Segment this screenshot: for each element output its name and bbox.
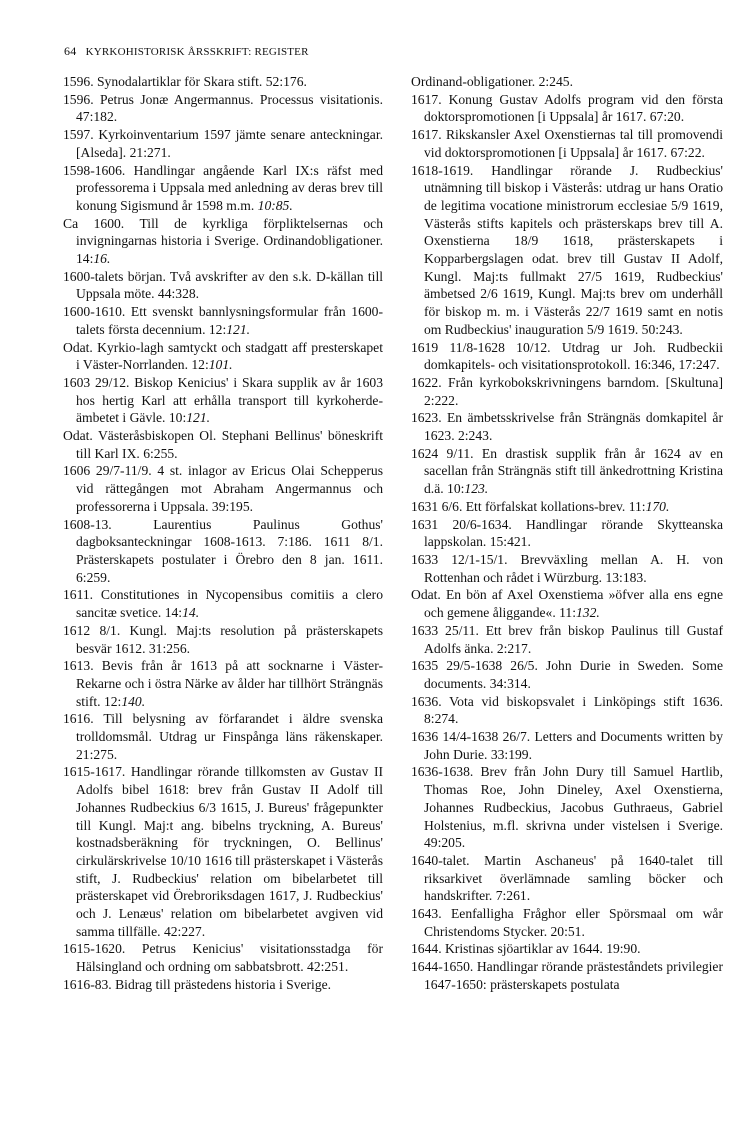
index-entry [411, 622, 723, 657]
entry-text: 1624 9/11. En drastisk supplik från år 1624 av en sacellan från Strängnäs stift till änkedrottning Kristina d.ä. 10: [411, 445, 723, 497]
entry-reference-italic: 121. [186, 410, 211, 426]
entry-text: 1611. Constitutiones in Nycopensibus comitiis a clero sancitæ svetice. 14: [63, 587, 383, 621]
index-entry [63, 763, 383, 940]
entry-text: 1636 14/4-1638 26/7. Letters and Documents written by John Durie. 33:199. [411, 729, 723, 762]
index-entry [63, 303, 383, 338]
entry-reference-italic: 10:85. [257, 197, 293, 213]
index-entry [411, 958, 723, 993]
entry-text: Odat. Kyrkio-lagh samtyckt och stadgatt aff presterskapet i Väster-Norrlanden. 12: [63, 339, 383, 373]
index-entry [63, 268, 383, 303]
entry-text: 1597. Kyrkoinventarium 1597 jämte senare anteckningar. [Alseda]. 21:271. [63, 127, 383, 160]
index-entry [411, 91, 723, 126]
entry-text: 1598-1606. Handlingar angående Karl IX:s räfst med professorema i Uppsala med anledning av deras brev till konung Sigismund år 1598 m.m. [63, 162, 383, 213]
index-entry [411, 516, 723, 551]
index-entry [411, 126, 723, 161]
entry-text: 1631 6/6. Ett förfalskat kollations-brev. 11: [411, 498, 646, 514]
index-entry [411, 498, 723, 516]
entry-text: 1616-83. Bidrag till prästedens historia i Sverige. [63, 976, 332, 992]
entry-reference-italic: 121. [226, 321, 251, 337]
entry-text: 1596. Synodalartiklar för Skara stift. 52:176. [63, 74, 307, 89]
index-entry [63, 622, 383, 657]
index-entry [411, 728, 723, 763]
entry-text: 1631 20/6-1634. Handlingar rörande Skytteanska lappskolan. 15:421. [411, 516, 723, 550]
index-entry [63, 462, 383, 515]
entry-reference-italic: 140. [121, 693, 146, 709]
entry-text: Odat. Västeråsbiskopen Ol. Stephani Bellinus' böneskrift till Karl IX. 6:255. [63, 428, 383, 461]
index-entry [63, 427, 383, 462]
entry-text: 1596. Petrus Jonæ Angermannus. Processus visitationis. 47:182. [63, 91, 383, 125]
index-entry [63, 73, 383, 91]
entry-text: 1617. Rikskansler Axel Oxenstiernas tal till promovendi vid doktorspromotionen [i Uppsala] år 1617. 67:22. [411, 127, 723, 160]
index-entry [411, 905, 723, 940]
entry-reference-italic: 132. [576, 605, 600, 621]
entry-reference-italic: 170. [645, 498, 670, 514]
entry-text: Odat. En bön af Axel Oxenstiema »öfver alla ens egne och gemene åliggande«. 11: [411, 587, 723, 621]
entry-text: 1616. Till belysning av förfarandet i äldre svenska trolldomsmål. Utdrag ur Finspånga läns räkenskaper. 21:275. [63, 711, 383, 762]
index-entry [411, 162, 723, 339]
entry-text: 1633 12/1-15/1. Brevväxling mellan A. H. von Rottenhan och rådet i Würzburg. 13:183. [411, 551, 723, 585]
entry-text: 1636-1638. Brev från John Dury till Samuel Hartlib, Thomas Roe, John Dineley, Axel Oxenstierna, Johannes Rudbeckius, Jacobus Guthraeus, Gabriel Holstenius, m.fl. skrivna under vistelsen i Sverige. 49:205. [411, 764, 723, 851]
index-entry [411, 852, 723, 905]
entry-reference-italic: 16. [93, 251, 111, 267]
entry-text: 1600-talets början. Två avskrifter av den s.k. D-källan till Uppsala möte. 44:328. [63, 268, 383, 302]
entry-text: 1615-1617. Handlingar rörande tillkomsten av Gustav II Adolfs bibel 1618: brev från Gustav II Adolf till Johannes Rudbeckius 6/3 1615, J. Bureus' frågepunkter till Kungl. Maj:t ang. bibelns tryckning, A. Bureus' kostnadsberäkning för tryckningen, O. Bellinus' cirkulärskrivelse 10/10 1616 till prästerskapet i Västerås stift, J. Rudbeckius' relation om bibelarbetet till prästerskapet vid Örebroriksdagen 1617, J. Rudbeckius' och J. Lenæus' relation om bibelarbetet avgiven vid samma tillfälle. 42:227. [63, 764, 383, 939]
header-title: KYRKOHISTORISK ÅRSSKRIFT: REGISTER [85, 46, 309, 58]
entry-reference-italic: 123. [464, 481, 489, 497]
entry-text: 1633 25/11. Ett brev från biskop Paulinus till Gustaf Adolfs änka. 2:217. [411, 622, 723, 656]
index-entry [411, 374, 723, 409]
entry-text: 1615-1620. Petrus Kenicius' visitationsstadga för Hälsingland och ordning om sabbatsbrott. 42:251. [63, 941, 383, 975]
entry-text: 1617. Konung Gustav Adolfs program vid den första doktorspromotionen [i Uppsala] år 1617. 67:20. [411, 91, 723, 125]
entry-text: 1608-13. Laurentius Paulinus Gothus' dagboksanteckningar 1608-1613. 7:186. 1611 8/1. Prästerskapets postulater i Örebro den 8 jan. 1611. 6:259. [63, 516, 383, 585]
index-entry [411, 586, 723, 621]
entry-text: 1644-1650. Handlingar rörande prästeståndets privilegier 1647-1650: prästerskapets postulata [411, 959, 723, 992]
index-entry [411, 339, 723, 374]
entry-text: 1619 11/8-1628 10/12. Utdrag ur Joh. Rudbeckii domkapitels- och visitationsprotokoll. 16:346, 17:247. [411, 339, 723, 373]
index-entry [63, 339, 383, 374]
index-entry [63, 657, 383, 710]
index-entry [411, 657, 723, 692]
index-entry [411, 551, 723, 586]
index-entry [411, 693, 723, 728]
entry-text: 1606 29/7-11/9. 4 st. inlagor av Ericus Olai Schepperus vid rättegången mot Abraham Angermannus och professorerna i Uppsala. 39:195. [63, 463, 383, 514]
running-header [64, 44, 309, 59]
entry-text: 1636. Vota vid biskopsvalet i Linköpings stift 1636. 8:274. [411, 693, 723, 727]
index-entry [63, 126, 383, 161]
index-entry [63, 516, 383, 587]
entry-text: 1612 8/1. Kungl. Maj:ts resolution på prästerskapets besvär 1612. 31:256. [63, 622, 383, 656]
index-entry [63, 91, 383, 126]
index-entry [63, 976, 383, 994]
entry-text: 1644. Kristinas sjöartiklar av 1644. 19:90. [411, 941, 641, 957]
entry-text: 1640-talet. Martin Aschaneus' på 1640-talet till riksarkivet överlämnade samling böcker och handskrifter. 7:261. [411, 852, 723, 904]
index-entry [63, 162, 383, 215]
entry-text: 1613. Bevis från år 1613 på att socknarne i Väster-Rekarne och i östra Närke av ålder har tillhört Strängnäs stift. 12: [63, 658, 383, 709]
index-entry [411, 763, 723, 852]
left-column [63, 73, 383, 994]
entry-text: 1623. En ämbetsskrivelse från Strängnäs domkapitel år 1623. 2:243. [411, 410, 723, 444]
index-entry [63, 940, 383, 975]
entry-text: 1622. Från kyrkobokskrivningens barndom. [Skultuna] 2:222. [411, 374, 723, 408]
index-entry [411, 409, 723, 444]
index-entry [411, 73, 723, 91]
index-entry [63, 586, 383, 621]
entry-text: 1600-1610. Ett svenskt bannlysningsformular från 1600-talets första decennium. 12: [63, 304, 383, 337]
entry-text: Ca 1600. Till de kyrkliga förpliktelsernas och invigningarnas historia i Sverige. Ordinandobligationer. 14: [63, 215, 383, 267]
page-number: 64 [64, 44, 77, 58]
index-entry [63, 710, 383, 763]
entry-reference-italic: 14. [182, 605, 200, 621]
index-entry [411, 445, 723, 498]
entry-text: 1635 29/5-1638 26/5. John Durie in Sweden. Some documents. 34:314. [411, 658, 723, 691]
entry-text: 1618-1619. Handlingar rörande J. Rudbeckius' utnämning till biskop i Västerås: utdrag ur hans Oratio de legitima vocatione ministrorum ecclesiae 5/9 1619, Västerås stifts kapitels och prästerskaps brev till A. Oxenstierna 18/9 1618, prästerskapets i Kopparbergslagen odat. brev till Gustav II Adolf, Kungl. Maj:ts fullmakt 27/5 1619, Rudbeckius' ämbetsed 2/6 1619, Kungl. Maj:ts brev om underhåll för biskop m. m. i Västerås 22/7 1619 samt en notis om Rudbeckius' inauguration 5/9 1619. 50:243. [411, 162, 723, 337]
entry-reference-italic: 101. [208, 357, 233, 373]
entry-text: 1643. Eenfalligha Fråghor eller Spörsmaal om wår Christendoms Stycker. 20:51. [411, 906, 723, 939]
entry-text: Ordinand-obligationer. 2:245. [411, 74, 573, 89]
entry-text: 1603 29/12. Biskop Kenicius' i Skara supplik av år 1603 hos hertig Karl att erhålla transport till kyrkoherde-ämbetet i Gävle. 10: [63, 374, 383, 426]
index-entry [63, 374, 383, 427]
right-column [411, 73, 723, 994]
index-entry [63, 215, 383, 268]
index-entry [411, 940, 723, 958]
